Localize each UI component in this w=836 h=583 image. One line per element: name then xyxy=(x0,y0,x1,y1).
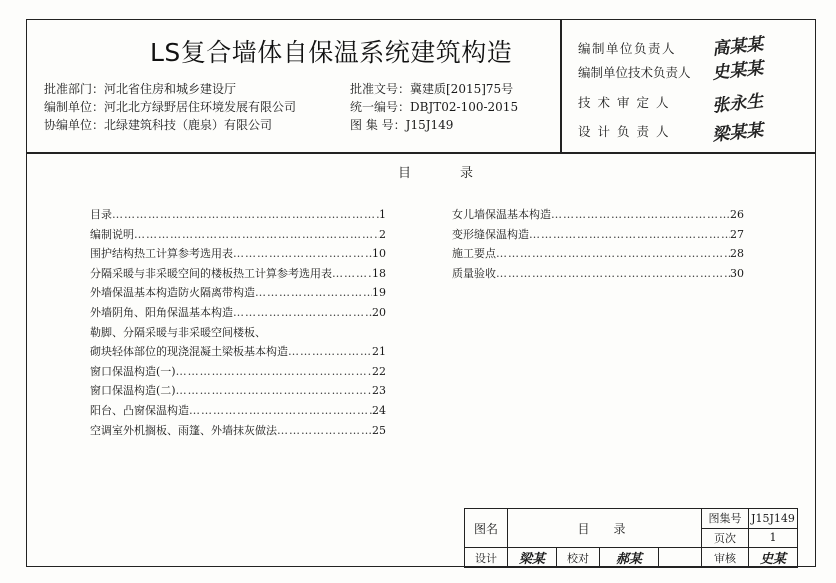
toc-leader xyxy=(176,381,372,401)
role-design-head: 设计负责人 xyxy=(578,124,676,139)
toc-entry-page: 20 xyxy=(372,305,386,319)
design-label: 设计 xyxy=(465,548,508,568)
header-divider xyxy=(26,152,816,154)
toc-entry-title: 施工要点 xyxy=(452,247,496,261)
toc-entry[interactable] xyxy=(452,244,744,264)
drawing-name-label: 图名 xyxy=(465,509,508,548)
toc-entry-page: 27 xyxy=(730,227,744,241)
design-signature: 梁某 xyxy=(508,548,557,568)
toc-entry[interactable] xyxy=(90,401,386,421)
header-column-divider xyxy=(560,19,562,152)
toc-heading: 目 录 xyxy=(398,166,492,181)
toc-entry-continued[interactable] xyxy=(90,323,386,343)
drawing-name: 目 录 xyxy=(508,509,702,548)
toc-leader xyxy=(288,342,372,362)
toc-entry-page: 28 xyxy=(730,247,744,261)
toc-leader xyxy=(176,362,372,382)
toc-entry-page: 21 xyxy=(372,345,386,359)
toc-entry[interactable] xyxy=(452,205,744,225)
toc-entry-title: 编制说明 xyxy=(90,227,134,241)
toc-leader xyxy=(551,205,730,225)
toc-entry-title: 外墙保温基本构造防火隔离带构造 xyxy=(90,286,255,300)
toc-leader xyxy=(277,421,372,441)
toc-entry-title: 空调室外机搁板、雨篷、外墙抹灰做法 xyxy=(90,423,277,437)
toc-entry-page: 23 xyxy=(372,384,386,398)
header-mid-meta xyxy=(350,80,518,134)
toc-entry-page: 24 xyxy=(372,403,386,417)
toc-leader xyxy=(112,205,379,225)
toc-entry-title: 窗口保温构造(一) xyxy=(90,364,176,378)
toc-entry[interactable] xyxy=(90,283,386,303)
toc-entry-title: 窗口保温构造(二) xyxy=(90,384,176,398)
review-label: 审核 xyxy=(702,548,749,568)
approval-doc-number: 批准文号：冀建质[2015]75号 xyxy=(350,82,514,96)
toc-entry[interactable] xyxy=(90,303,386,323)
toc-entry-title: 砌块轻体部位的现浇混凝土梁板基本构造 xyxy=(90,345,288,359)
toc-leader xyxy=(134,225,379,245)
toc-entry-page: 30 xyxy=(730,266,744,280)
toc-entry-page: 2 xyxy=(379,227,386,241)
toc-entry-page: 18 xyxy=(372,266,386,280)
role-tech-reviewer: 技术审定人 xyxy=(578,95,676,110)
toc-entry-page: 1 xyxy=(379,208,386,221)
toc-leader xyxy=(496,244,730,264)
toc-leader xyxy=(233,303,372,323)
atlas-no-label: 图集号 xyxy=(702,509,749,529)
toc-entry-title: 阳台、凸窗保温构造 xyxy=(90,403,189,417)
toc-entry-title: 变形缝保温构造 xyxy=(452,227,529,241)
toc-entry-title: 勒脚、分隔采暖与非采暖空间楼板、 xyxy=(90,325,266,339)
signature-tech-head: 史某某 xyxy=(711,58,765,84)
toc-entry-title: 分隔采暖与非采暖空间的楼板热工计算参考选用表 xyxy=(90,266,332,280)
toc-entry-title: 外墙阴角、阳角保温基本构造 xyxy=(90,305,233,319)
toc-entry[interactable] xyxy=(90,264,386,284)
toc-entry[interactable] xyxy=(90,362,386,382)
signature-unit-head: 高某某 xyxy=(711,34,765,60)
toc-leader xyxy=(255,283,372,303)
toc-entry[interactable] xyxy=(90,421,386,441)
toc-entry-page: 25 xyxy=(372,423,386,437)
toc-leader xyxy=(189,401,372,421)
role-unit-head: 编制单位负责人 xyxy=(578,41,677,56)
toc-left-column xyxy=(90,205,386,440)
toc-entry[interactable] xyxy=(90,342,386,362)
signature-tech-reviewer: 张永生 xyxy=(711,91,765,117)
page-no-label: 页次 xyxy=(702,528,749,548)
toc-entry[interactable] xyxy=(452,225,744,245)
signature-design-head: 梁某某 xyxy=(711,120,765,146)
toc-entry[interactable] xyxy=(90,244,386,264)
toc-entry[interactable] xyxy=(452,264,744,284)
toc-entry[interactable] xyxy=(90,381,386,401)
toc-entry-title: 围护结构热工计算参考选用表 xyxy=(90,247,233,261)
compiler-unit: 编制单位：河北北方绿野居住环境发展有限公司 xyxy=(44,100,297,114)
toc-entry-title: 质量验收 xyxy=(452,266,496,280)
review-signature: 史某 xyxy=(749,548,798,568)
check-signature: 郝某 xyxy=(600,548,659,568)
toc-entry-page: 10 xyxy=(372,247,386,261)
toc-entry-page: 22 xyxy=(372,364,386,378)
header-left-meta xyxy=(44,80,296,134)
title-block xyxy=(464,508,798,568)
toc-entry[interactable] xyxy=(90,225,386,245)
toc-entry-title: 目录 xyxy=(90,208,112,221)
toc-leader xyxy=(529,225,730,245)
co-compiler-unit: 协编单位：北绿建筑科技（鹿泉）有限公司 xyxy=(44,118,273,132)
page-no-value: 1 xyxy=(749,528,798,548)
toc-leader xyxy=(332,264,372,284)
role-tech-head: 编制单位技术负责人 xyxy=(578,65,691,80)
atlas-number: 图 集 号：J15J149 xyxy=(350,118,454,132)
atlas-no-value: J15J149 xyxy=(749,509,798,529)
toc-leader xyxy=(496,264,730,284)
toc-entry[interactable] xyxy=(90,205,386,225)
unified-number: 统一编号：DBJT02-100-2015 xyxy=(350,100,519,114)
toc-entry-page: 19 xyxy=(372,286,386,300)
toc-leader xyxy=(233,244,372,264)
check-label: 校对 xyxy=(557,548,600,568)
toc-entry-title: 女儿墙保温基本构造 xyxy=(452,208,551,221)
approval-dept: 批准部门：河北省住房和城乡建设厅 xyxy=(44,82,237,96)
atlas-title: LS复合墙体自保温系统建筑构造 xyxy=(150,38,513,67)
toc-right-column xyxy=(452,205,744,283)
toc-entry-page: 26 xyxy=(730,208,744,221)
